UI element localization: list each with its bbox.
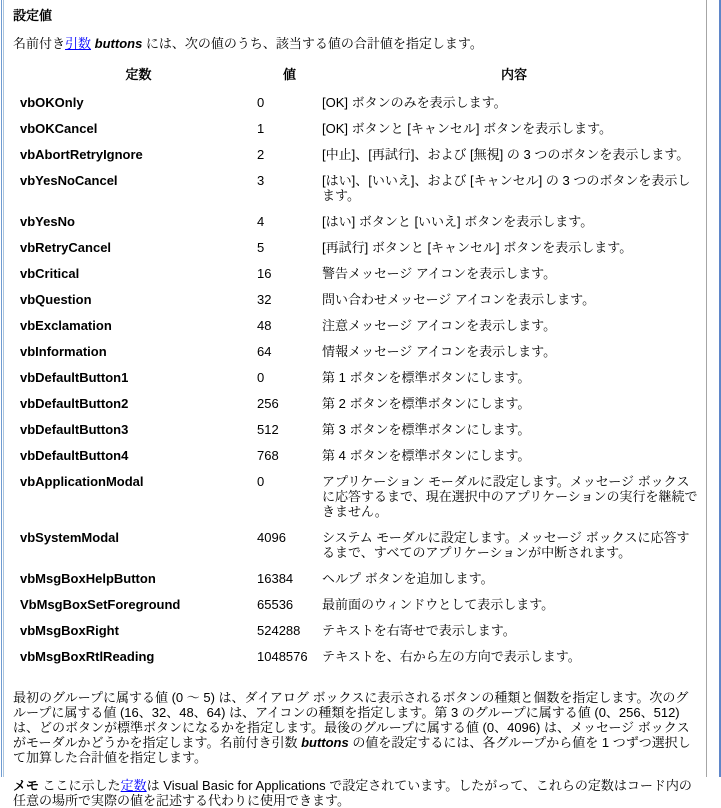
value-cell: 32 (257, 292, 272, 307)
help-content (5, 0, 706, 808)
description-cell: [中止]、[再試行]、および [無視] の 3 つのボタンを表示します。 (322, 147, 690, 162)
description-cell: 情報メッセージ アイコンを表示します。 (322, 344, 557, 359)
window-border-left-inner (3, 0, 4, 777)
description-cell: [はい]、[いいえ]、および [キャンセル] の 3 つのボタンを表示します。 (322, 173, 691, 203)
description-cell: 最前面のウィンドウとして表示します。 (322, 597, 555, 612)
value-cell: 0 (257, 370, 265, 385)
description-cell: ヘルプ ボタンを追加します。 (322, 571, 494, 586)
intro-paragraph: 名前付き引数 buttons には、次の値のうち、該当する値の合計値を指定します。 (13, 36, 483, 51)
description-cell: 警告メッセージ アイコンを表示します。 (322, 266, 557, 281)
value-cell: 48 (257, 318, 272, 333)
value-cell: 3 (257, 173, 265, 188)
value-cell: 524288 (257, 623, 301, 638)
constant-cell: vbMsgBoxRtlReading (20, 649, 155, 664)
description-cell: 第 2 ボタンを標準ボタンにします。 (322, 396, 531, 411)
value-cell: 256 (257, 396, 279, 411)
argument-link[interactable]: 引数 (65, 36, 92, 51)
description-cell: [OK] ボタンのみを表示します。 (322, 95, 507, 110)
constant-cell: vbApplicationModal (20, 474, 144, 489)
page-title: 設定値 (13, 8, 53, 23)
constant-cell: vbRetryCancel (20, 240, 112, 255)
value-cell: 1048576 (257, 649, 308, 664)
table-row (20, 530, 706, 571)
constant-cell: vbInformation (20, 344, 107, 359)
content-pane-right-divider (706, 0, 707, 777)
constants-link[interactable]: 定数 (120, 778, 147, 793)
constant-cell: vbOKOnly (20, 95, 84, 110)
value-cell: 16 (257, 266, 272, 281)
constant-cell: vbMsgBoxHelpButton (20, 571, 156, 586)
column-header-description: 内容 (500, 67, 527, 82)
table-row (20, 121, 706, 147)
description-cell: アプリケーション モーダルに設定します。メッセージ ボックスに応答するまで、現在選択中のアプリケーションの実行を継続できません。 (322, 474, 698, 519)
description-cell: テキストを右寄せで表示します。 (322, 623, 516, 638)
footer-block (13, 690, 698, 808)
table-row (20, 214, 706, 240)
table-row (20, 370, 706, 396)
table-row (20, 266, 706, 292)
value-cell: 65536 (257, 597, 294, 612)
value-cell: 1 (257, 121, 265, 136)
constant-cell: vbOKCancel (20, 121, 98, 136)
description-cell: [OK] ボタンと [キャンセル] ボタンを表示します。 (322, 121, 613, 136)
window-border-left-outer (1, 0, 2, 777)
value-cell: 0 (257, 95, 265, 110)
constant-cell: vbExclamation (20, 318, 112, 333)
constant-cell: vbCritical (20, 266, 80, 281)
table-row (20, 623, 706, 649)
table-row (20, 292, 706, 318)
description-cell: 注意メッセージ アイコンを表示します。 (322, 318, 557, 333)
table-row (20, 396, 706, 422)
column-header-value: 値 (282, 67, 296, 82)
value-cell: 4096 (257, 530, 286, 545)
constant-cell: VbMsgBoxSetForeground (20, 597, 181, 612)
description-cell: [再試行] ボタンと [キャンセル] ボタンを表示します。 (322, 240, 633, 255)
value-cell: 2 (257, 147, 265, 162)
table-row (20, 571, 706, 597)
constant-cell: vbDefaultButton3 (20, 422, 129, 437)
description-cell: 問い合わせメッセージ アイコンを表示します。 (322, 292, 596, 307)
column-header-constant: 定数 (125, 67, 152, 82)
description-cell: テキストを、右から左の方向で表示します。 (322, 649, 581, 664)
settings-values-table (20, 67, 706, 675)
table-row (20, 448, 706, 474)
constant-cell: vbSystemModal (20, 530, 119, 545)
note-paragraph: メモ ここに示した定数は Visual Basic for Applications で設定されています。したがって、これらの定数はコード内の任意の場所で実際の値を記述する代わりに使用できます。 (13, 778, 692, 808)
value-cell: 0 (257, 474, 265, 489)
constant-cell: vbYesNo (20, 214, 75, 229)
value-cell: 4 (257, 214, 265, 229)
description-cell: [はい] ボタンと [いいえ] ボタンを表示します。 (322, 214, 594, 229)
constant-cell: vbYesNoCancel (20, 173, 118, 188)
table-row (20, 318, 706, 344)
value-cell: 768 (257, 448, 279, 463)
table-row (20, 240, 706, 266)
table-row (20, 422, 706, 448)
table-row (20, 649, 706, 675)
description-cell: システム モーダルに設定します。メッセージ ボックスに応答するまで、すべてのアプリケーションが中断されます。 (322, 530, 690, 560)
constant-cell: vbDefaultButton4 (20, 448, 129, 463)
constant-cell: vbDefaultButton2 (20, 396, 129, 411)
table-row (20, 597, 706, 623)
table-row (20, 173, 706, 214)
constant-cell: vbDefaultButton1 (20, 370, 129, 385)
groups-paragraph: 最初のグループに属する値 (0 ～ 5) は、ダイアログ ボックスに表示されるボタンの種類と個数を指定します。次のグループに属する値 (16、32、48、64) は、アイコンの種類を指定します。第 3 のグループに属する値 (0、256、512) は、どのボタンが標準ボタンになるかを指定します。最後のグループに属する値 (0、4096) は、メッセージ ボックスがモーダルかどうかを指定します。名前付き引数 buttons の値を設定するには、各グループから値を 1 つずつ選択して加算した合計値を指定します。 (13, 690, 691, 765)
table-row (20, 344, 706, 370)
table-row (20, 474, 706, 530)
constant-cell: vbMsgBoxRight (20, 623, 119, 638)
description-cell: 第 3 ボタンを標準ボタンにします。 (322, 422, 531, 437)
constant-cell: vbAbortRetryIgnore (20, 147, 143, 162)
table-row (20, 95, 706, 121)
constant-cell: vbQuestion (20, 292, 92, 307)
value-cell: 64 (257, 344, 272, 359)
description-cell: 第 4 ボタンを標準ボタンにします。 (322, 448, 531, 463)
value-cell: 16384 (257, 571, 294, 586)
description-cell: 第 1 ボタンを標準ボタンにします。 (322, 370, 531, 385)
value-cell: 5 (257, 240, 265, 255)
table-header-row (20, 67, 706, 95)
table-row (20, 147, 706, 173)
value-cell: 512 (257, 422, 279, 437)
